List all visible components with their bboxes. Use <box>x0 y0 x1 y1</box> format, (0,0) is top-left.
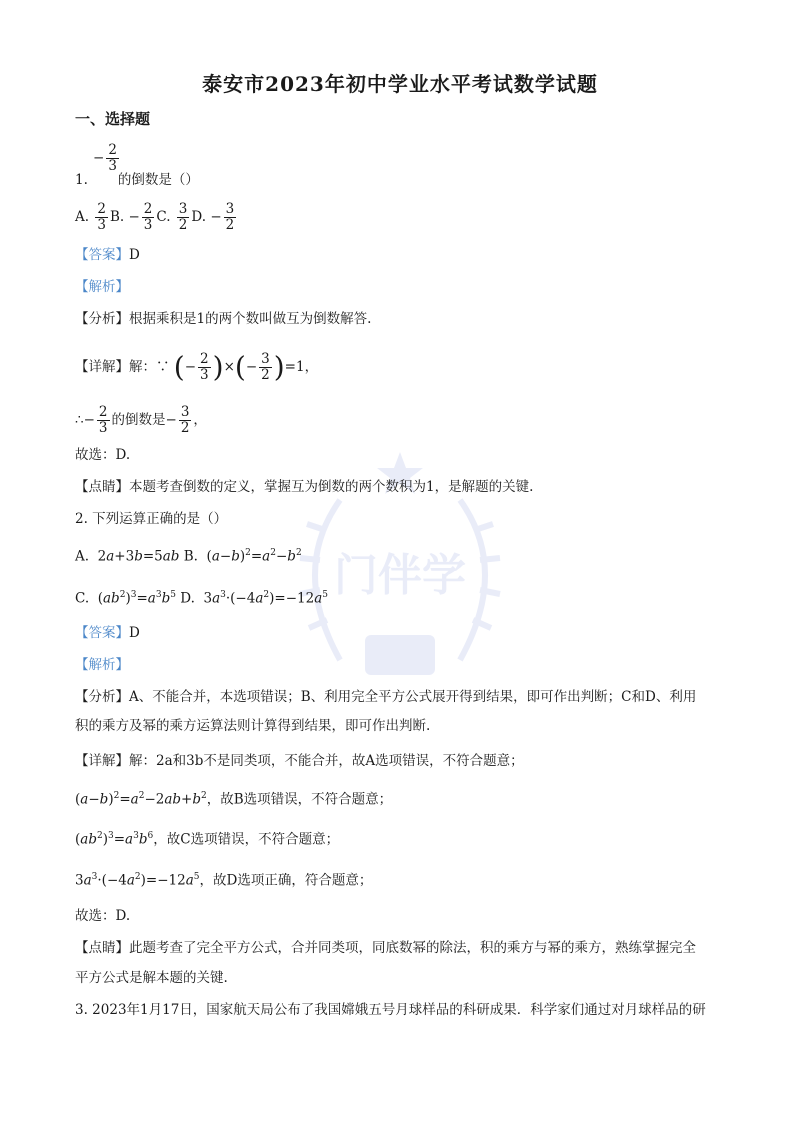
q1-analysis-tag: 【解析】 <box>75 279 129 295</box>
q2-detail-2: $(a-b)^2=a^2-2ab+b^2$，故B选项错误，不符合题意； <box>75 791 393 808</box>
q1-detail: 【详解】解：∵ (− $\frac{2}{3}$ )×(− $\frac{3}{2}$ )=1， <box>75 350 319 384</box>
q2-choose: 故选：D. <box>75 908 131 924</box>
q1-therefore: ∴− $\frac{2}{3}$ 的倒数是− $\frac{3}{2}$ ， <box>75 404 207 436</box>
q1-stem: 1. 的倒数是（） <box>75 172 199 188</box>
section-heading: 一、选择题 <box>75 110 151 128</box>
q3-stem: 3. 2023年1月17日，国家航天局公布了我国嫦娥五号月球样品的科研成果．科学家们通过对月球样品的研 <box>75 1002 706 1018</box>
q2-detail-4: $3a^3\cdot(-4a^2)=-12a^5$，故D选项正确，符合题意； <box>75 872 373 889</box>
q1-fenxi: 【分析】根据乘积是1的两个数叫做互为倒数解答. <box>75 311 372 327</box>
q1-answer: 【答案】D <box>75 247 140 263</box>
q2-fenxi-1: 【分析】A、不能合并，本选项错误；B、利用完全平方公式展开得到结果，即可作出判断；C和D、利用 <box>75 689 697 705</box>
page-title: 泰安市2023年初中学业水平考试数学试题 <box>202 72 598 96</box>
q2-dianjing-1: 【点睛】此题考查了完全平方公式，合并同类项，同底数幂的除法，积的乘方与幂的乘方，熟练掌握完全 <box>75 940 696 956</box>
q2-detail-1: 【详解】解：2a和3b不是同类项，不能合并，故A选项错误，不符合题意； <box>75 753 524 769</box>
q2-dianjing-2: 平方公式是解本题的关键. <box>75 970 228 986</box>
q2-stem: 2. 下列运算正确的是（） <box>75 511 228 527</box>
q2-options-cd: C. $(ab^2)^3=a^3b^5$ D. $3a^3\cdot(-4a^2)=-12a^5$ <box>75 590 328 607</box>
q2-fenxi-2: 积的乘方及幂的乘方运算法则计算得到结果，即可作出判断. <box>75 718 431 734</box>
q1-options: A. $\frac{2}{3}$ B. − $\frac{2}{3}$ C. $\frac{3}{2}$ D. − $\frac{3}{2}$ <box>75 201 235 233</box>
q2-detail-3: $(ab^2)^3=a^3b^6$，故C选项错误，不符合题意； <box>75 831 340 848</box>
q2-answer: 【答案】D <box>75 625 140 641</box>
q1-choose: 故选：D. <box>75 447 131 463</box>
q1-stem-fraction: − $\frac{2}{3}$ <box>93 142 117 174</box>
q2-analysis-tag: 【解析】 <box>75 657 129 673</box>
q1-dianjing: 【点睛】本题考查倒数的定义，掌握互为倒数的两个数积为1，是解题的关键. <box>75 479 534 495</box>
q2-options-ab: A. 2a+3b=5ab B. $(a-b)^2=a^2-b^2$ <box>75 548 302 565</box>
watermark-text: 门伴学 <box>334 550 466 601</box>
